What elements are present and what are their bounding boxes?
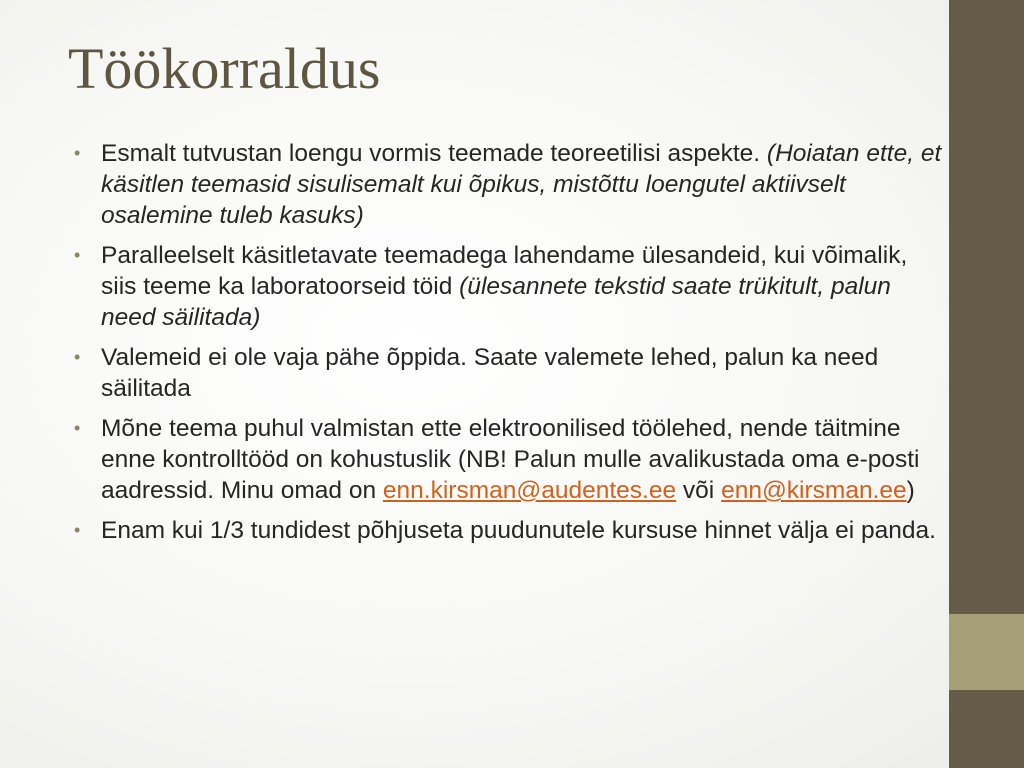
bullet-item-1 <box>72 138 944 231</box>
bullet-italic-note: (Hoiatan ette, et käsitlen teemasid sisulisemalt kui õpikus, mistõttu loengutel aktiivselt osalemine tuleb kasuks) <box>101 140 942 229</box>
bullet-text: Enam kui 1/3 tundidest põhjuseta puudunutele kursuse hinnet välja ei panda. <box>101 517 936 544</box>
email-link-kirsman[interactable]: enn@kirsman.ee <box>721 477 907 504</box>
bullet-list <box>72 138 944 555</box>
bullet-item-2 <box>72 240 944 333</box>
email-link-audentes[interactable]: enn.kirsman@audentes.ee <box>382 477 677 504</box>
bullet-text: Esmalt tutvustan loengu vormis teemade teoreetilisi aspekte. <box>101 140 761 167</box>
sidebar-accent-block <box>949 614 1024 690</box>
bullet-dot-icon: • <box>74 245 81 265</box>
bullet-italic-note: (ülesannete tekstid saate trükitult, palun need säilitada) <box>101 273 891 331</box>
bullet-text: Mõne teema puhul valmistan ette elektroonilised töölehed, nende täitmine enne kontrolltööd on kohustuslik (NB! Palun mulle avalikustada oma e-posti aadressid. Minu omad on <box>101 415 920 504</box>
closing-paren: ) <box>906 477 915 504</box>
bullet-text: Paralleelselt käsitletavate teemadega lahendame ülesandeid, kui võimalik, siis teeme ka laboratoorseid töid <box>101 242 908 300</box>
slide-title: Töökorraldus <box>68 36 381 101</box>
bullet-item-4 <box>72 413 944 506</box>
bullet-item-3 <box>72 342 944 404</box>
bullet-dot-icon: • <box>74 418 81 438</box>
bullet-item-5 <box>72 515 944 546</box>
bullet-dot-icon: • <box>74 520 81 540</box>
bullet-dot-icon: • <box>74 347 81 367</box>
bullet-dot-icon: • <box>74 143 81 163</box>
connector-text: või <box>682 477 715 504</box>
bullet-text: Valemeid ei ole vaja pähe õppida. Saate valemete lehed, palun ka need säilitada <box>101 344 879 402</box>
